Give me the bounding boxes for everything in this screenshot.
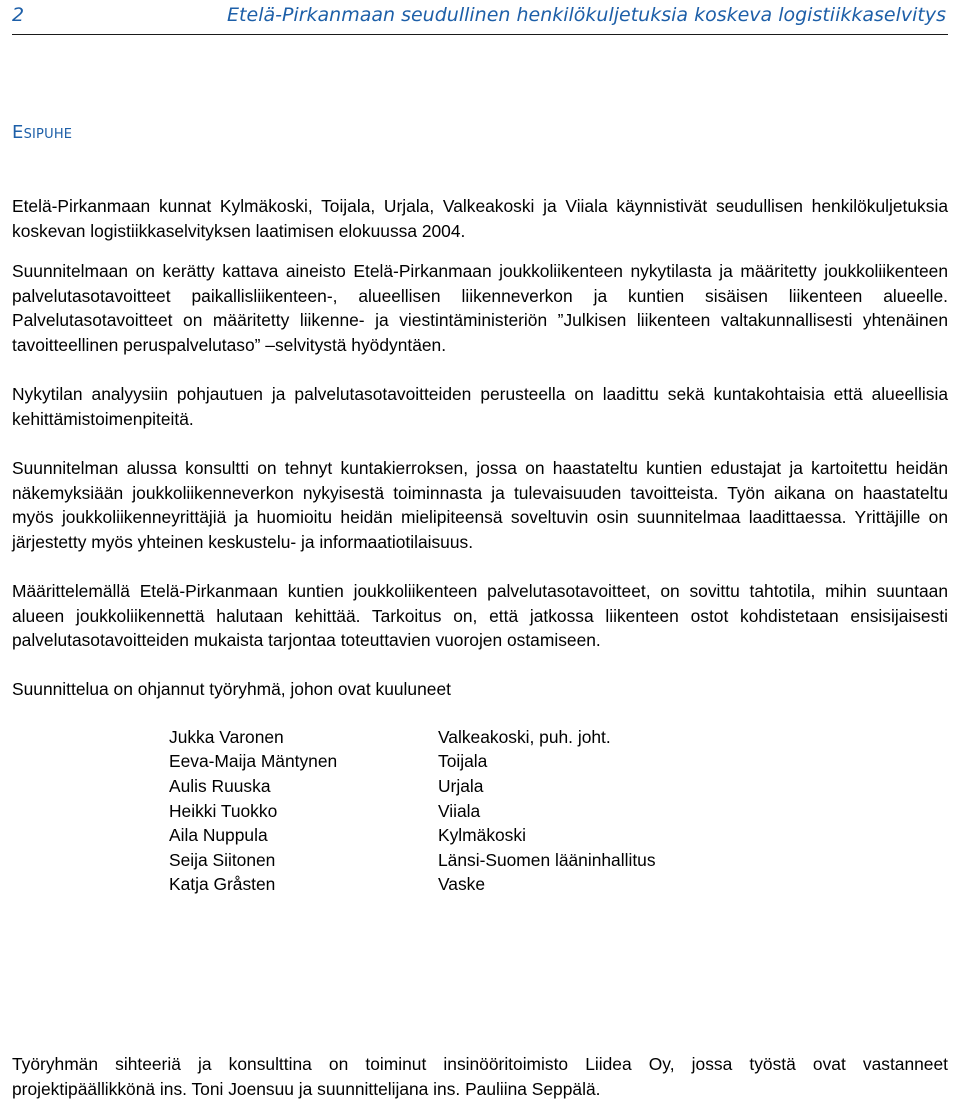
page-number: 2: [12, 4, 25, 26]
member-row: [169, 848, 656, 873]
document-title: Etelä-Pirkanmaan seudullinen henkilökuljetuksia koskeva logistiikkaselvitys: [227, 4, 946, 26]
paragraph-intro: Etelä-Pirkanmaan kunnat Kylmäkoski, Toijala, Urjala, Valkeakoski ja Viiala käynnistivät seudullisen henkilökuljetuksia koskevan logistiikkaselvityksen laatimisen elokuussa 2004.: [12, 196, 948, 241]
member-affiliation: Urjala: [438, 776, 484, 797]
member-affiliation: Kylmäkoski: [438, 825, 526, 846]
member-affiliation: Valkeakoski, puh. joht.: [438, 726, 611, 747]
section-heading: Esipuhe: [12, 122, 73, 143]
member-affiliation: Vaske: [438, 874, 486, 895]
member-row: [169, 774, 656, 799]
member-name: Katja Gråsten: [169, 874, 276, 895]
paragraph-closing: Työryhmän sihteeriä ja konsulttina on toiminut insinööritoimisto Liidea Oy, jossa työstä ovat vastanneet projektipäällikkönä ins. Toni Joensuu ja suunnittelijana ins. Pauliina Seppälä.: [12, 1054, 948, 1099]
member-name: Heikki Tuokko: [169, 800, 278, 821]
member-row: [169, 749, 656, 774]
paragraph-goals: Määrittelemällä Etelä-Pirkanmaan kuntien joukkoliikenteen palvelutasotavoitteet, on sovittu tahtotila, mihin suuntaan alueen joukkoliikennettä halutaan kehittää. Tarkoitus on, että jatkossa liikenteen ostot kohdistetaan ensisijaisesti palvelutasotavoitteiden mukaista tarjontaa toteuttavien vuorojen ostamiseen.: [12, 580, 948, 651]
working-group-table: [169, 725, 656, 897]
member-name: Jukka Varonen: [169, 726, 284, 747]
member-row: [169, 823, 656, 848]
member-affiliation: Länsi-Suomen lääninhallitus: [438, 849, 656, 870]
member-row: [169, 872, 656, 897]
member-name: Aulis Ruuska: [169, 776, 271, 797]
member-name: Seija Siitonen: [169, 849, 276, 870]
working-group-intro: Suunnittelua on ohjannut työryhmä, johon ovat kuuluneet: [12, 679, 451, 700]
member-affiliation: Viiala: [438, 800, 481, 821]
member-name: Aila Nuppula: [169, 825, 268, 846]
member-row: [169, 799, 656, 824]
paragraph-material: Suunnitelmaan on kerätty kattava aineisto Etelä-Pirkanmaan joukkoliikenteen nykytilasta ja määritetty joukkoliikenteen palvelutasotavoitteet paikallisliikenteen-, alueellisen liikenneverkon ja kuntien sisäisen liikenteen alueelle. Palvelutasotavoitteet on määritetty liikenne- ja viestintäministeriön ”Julkisen liikenteen valtakunnallisesti yhtenäinen tavoitteellinen peruspalvelutaso” –selvitystä hyödyntäen.: [12, 261, 948, 355]
member-name: Eeva-Maija Mäntynen: [169, 751, 338, 772]
paragraph-consultant: Suunnitelman alussa konsultti on tehnyt kuntakierroksen, jossa on haastateltu kuntien edustajat ja kartoitettu heidän näkemyksiään joukkoliikenneverkon nykyisestä toiminnasta ja tulevaisuuden tavoitteista. Työn aikana on haastateltu myös joukkoliikenneyrittäjiä ja huomioitu heidän mielipiteensä soveltuvin osin suunnitelmaa laadittaessa. Yrittäjille on järjestetty myös yhteinen keskustelu- ja informaatiotilaisuus.: [12, 457, 948, 552]
paragraph-analysis: Nykytilan analyysiin pohjautuen ja palvelutasotavoitteiden perusteella on laadittu sekä kuntakohtaisia että alueellisia kehittämistoimenpiteitä.: [12, 384, 948, 429]
page-header: [12, 2, 948, 35]
member-affiliation: Toijala: [438, 751, 488, 772]
document-body: [12, 194, 948, 897]
member-row: [169, 725, 656, 750]
